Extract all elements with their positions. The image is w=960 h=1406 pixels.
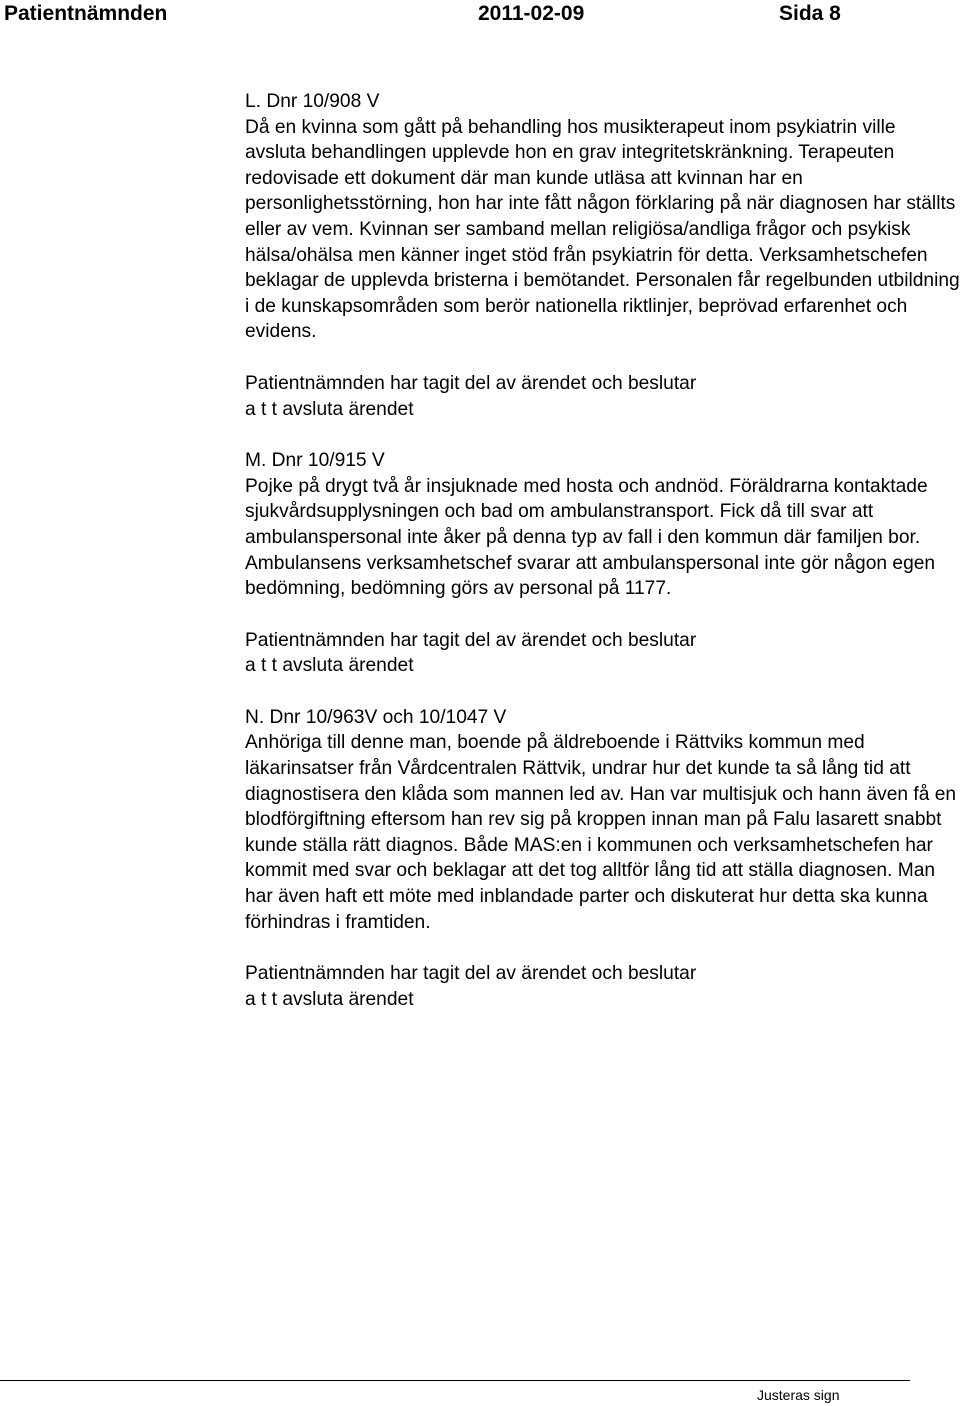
signature-label: Justeras sign <box>757 1387 840 1403</box>
case-l <box>245 89 960 422</box>
case-m <box>245 448 960 679</box>
decision-statement: Patientnämnden har tagit del av ärendet och beslutar <box>245 629 697 651</box>
case-title: L. Dnr 10/908 V <box>245 91 380 112</box>
header-organization: Patientnämnden <box>4 2 168 25</box>
case-description: Anhöriga till denne man, boende på äldreboende i Rättviks kommun med läkarinsatser från Vårdcentralen Rättvik, undrar hur det kunde ta så lång tid att diagnostisera den klåda som mannen led av. Han var multisjuk och hann även få en blodförgiftning eftersom han rev sig på kroppen innan man på Falu lasarett snabbt kunde ställa rätt diagnos. Både MAS:en i kommunen och verksamhetschefen har kommit med svar och beklagar att det tog alltför lång tid att ställa diagnosen. Man har även haft ett möte med inblandade parter och diskuterat hur detta ska kunna förhindras i framtiden. <box>245 732 957 933</box>
case-n <box>245 705 960 1013</box>
case-decision <box>245 371 960 422</box>
header-page-number: Sida 8 <box>779 2 841 25</box>
case-decision <box>245 961 960 1012</box>
case-title: N. Dnr 10/963V och 10/1047 V <box>245 706 507 728</box>
decision-statement: Patientnämnden har tagit del av ärendet och beslutar <box>245 372 697 394</box>
page-header <box>0 0 960 30</box>
case-decision <box>245 628 960 679</box>
decision-outcome: a t t avsluta ärendet <box>245 655 414 677</box>
case-title: M. Dnr 10/915 V <box>245 450 385 472</box>
decision-outcome: a t t avsluta ärendet <box>245 398 414 420</box>
signature-line <box>0 1380 910 1381</box>
header-date: 2011-02-09 <box>478 2 585 25</box>
decision-statement: Patientnämnden har tagit del av ärendet och beslutar <box>245 963 697 985</box>
case-description: Pojke på drygt två år insjuknade med hosta och andnöd. Föräldrarna kontaktade sjukvårdsupplysningen och bad om ambulanstransport. Fick då till svar att ambulanspersonal inte åker på denna typ av fall i den kommun där familjen bor. Ambulansens verksamhetschef svarar att ambulanspersonal inte gör någon egen bedömning, bedömning görs av personal på 1177. <box>245 475 936 600</box>
case-description: Då en kvinna som gått på behandling hos musikterapeut inom psykiatrin ville avsluta behandlingen upplevde hon en grav integritetskränkning. Terapeuten redovisade ett dokument där man kunde utläsa att kvinnan har en personlighetsstörning, hon har inte fått någon förklaring på när diagnosen har ställts eller av vem. Kvinnan ser samband mellan religiösa/andliga frågor och psykisk hälsa/ohälsa men känner inget stöd från psykiatrin för detta. Verksamhetschefen beklagar de upplevda bristerna i bemötandet. Personalen får regelbunden utbildning i de kunskapsområden som berör nationella riktlinjer, beprövad erfarenhet och evidens. <box>245 116 960 343</box>
decision-outcome: a t t avsluta ärendet <box>245 988 414 1010</box>
document-body <box>245 89 960 1012</box>
